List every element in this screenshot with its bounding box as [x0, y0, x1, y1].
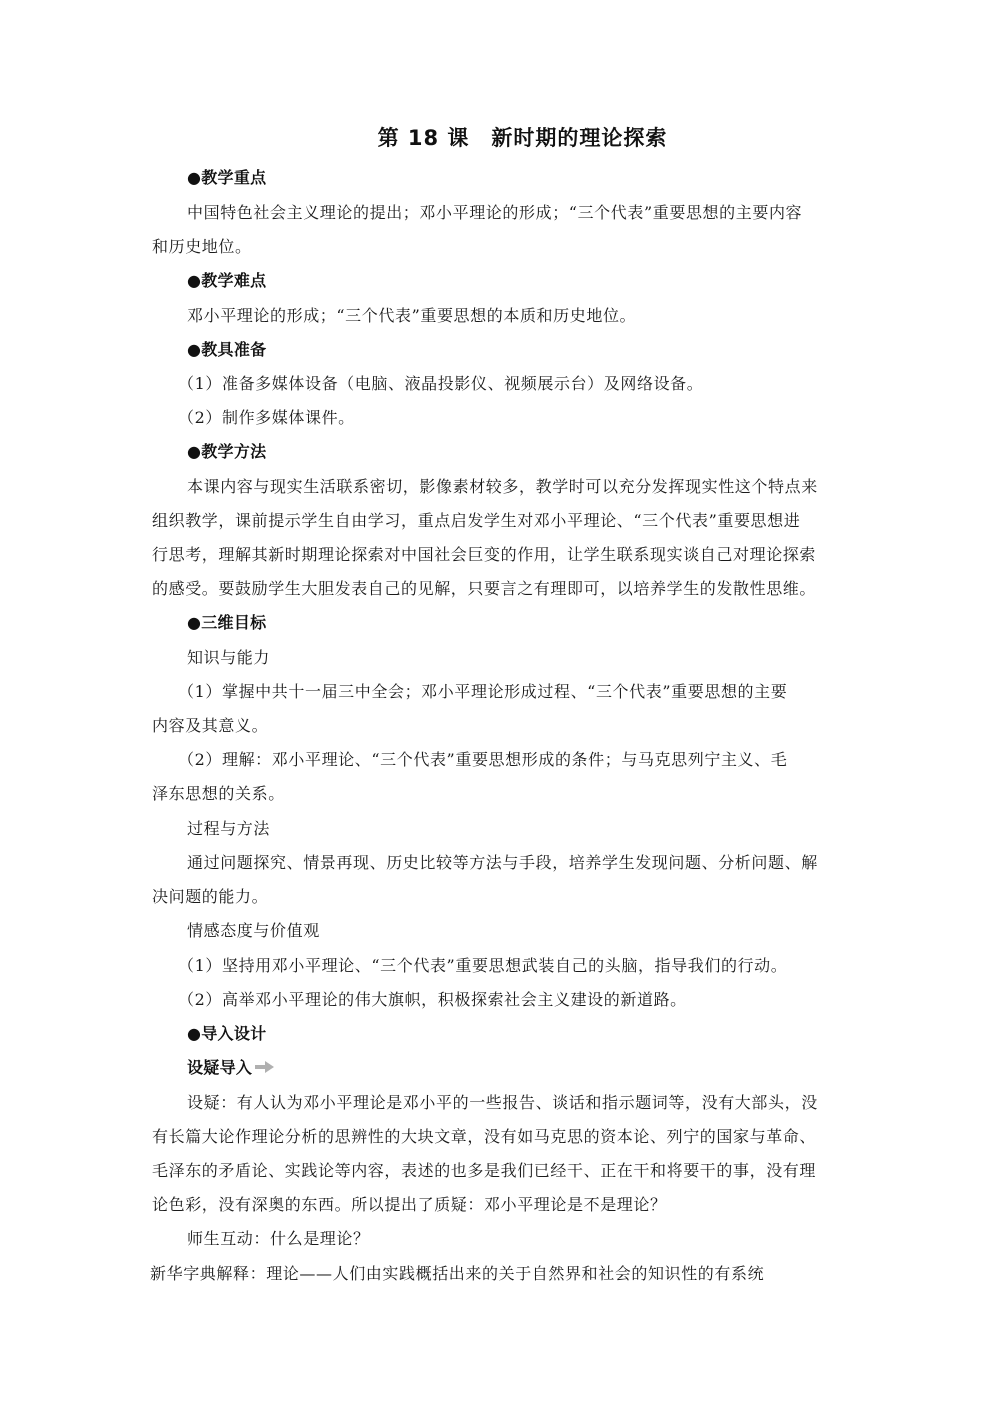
list-item: （2）制作多媒体课件。 — [178, 408, 355, 427]
page-title — [0, 122, 1000, 152]
list-item: （2）高举邓小平理论的伟大旗帜，积极探索社会主义建设的新道路。 — [178, 990, 687, 1009]
paragraph-line: 通过问题探究、情景再现、历史比较等方法与手段，培养学生发现问题、分析问题、解 — [187, 853, 818, 872]
paragraph-line: 论色彩，没有深奥的东西。所以提出了质疑：邓小平理论是不是理论？ — [152, 1195, 667, 1214]
lesson-number: 第 18 课 — [377, 126, 470, 150]
paragraph-line: 本课内容与现实生活联系密切，影像素材较多，教学时可以充分发挥现实性这个特点来 — [187, 477, 818, 496]
section-heading-objectives: ●三维目标 — [187, 613, 267, 632]
paragraph-line: 和历史地位。 — [152, 237, 252, 256]
section-heading-intro: ●导入设计 — [187, 1024, 267, 1043]
paragraph-line: 内容及其意义。 — [152, 716, 269, 735]
list-item: （1）掌握中共十一届三中全会；邓小平理论形成过程、“三个代表”重要思想的主要 — [178, 682, 788, 701]
paragraph-line: 行思考，理解其新时期理论探索对中国社会巨变的作用，让学生联系现实谈自己对理论探索 — [152, 545, 817, 564]
subsection-label: 过程与方法 — [187, 819, 271, 838]
paragraph-line: 决问题的能力。 — [152, 887, 269, 906]
paragraph-line: 泽东思想的关系。 — [152, 784, 285, 803]
list-item: （2）理解：邓小平理论、“三个代表”重要思想形成的条件；与马克思列宁主义、毛 — [178, 750, 788, 769]
list-item: （1）坚持用邓小平理论、“三个代表”重要思想武装自己的头脑，指导我们的行动。 — [178, 956, 788, 975]
subsection-heading-intro — [187, 1058, 887, 1079]
paragraph-line: 邓小平理论的形成；“三个代表”重要思想的本质和历史地位。 — [187, 306, 637, 325]
lesson-name: 新时期的理论探索 — [491, 126, 668, 150]
subsection-label: 知识与能力 — [187, 648, 271, 667]
paragraph-line: 的感受。要鼓励学生大胆发表自己的见解，只要言之有理即可，以培养学生的发散性思维。 — [152, 579, 817, 598]
arrow-right-icon — [254, 1059, 276, 1079]
paragraph-line: 设疑：有人认为邓小平理论是邓小平的一些报告、谈话和指示题词等，没有大部头，没 — [187, 1093, 818, 1112]
paragraph-line: 组织教学，课前提示学生自由学习，重点启发学生对邓小平理论、“三个代表”重要思想进 — [152, 511, 801, 530]
section-heading-key-points: ●教学重点 — [187, 168, 267, 187]
paragraph-line: 师生互动：什么是理论？ — [187, 1229, 370, 1248]
paragraph-line: 毛泽东的矛盾论、实践论等内容，表述的也多是我们已经干、正在干和将要干的事，没有理 — [152, 1161, 817, 1180]
subheading-label: 设疑导入 — [187, 1058, 253, 1077]
paragraph-line: 新华字典解释：理论——人们由实践概括出来的关于自然界和社会的知识性的有系统 — [150, 1264, 765, 1283]
paragraph-line: 有长篇大论作理论分析的思辨性的大块文章，没有如马克思的资本论、列宁的国家与革命、 — [152, 1127, 817, 1146]
section-heading-tools: ●教具准备 — [187, 340, 267, 359]
section-heading-methods: ●教学方法 — [187, 442, 267, 461]
list-item: （1）准备多媒体设备（电脑、液晶投影仪、视频展示台）及网络设备。 — [178, 374, 704, 393]
paragraph-line: 中国特色社会主义理论的提出；邓小平理论的形成；“三个代表”重要思想的主要内容 — [187, 203, 803, 222]
section-heading-difficulties: ●教学难点 — [187, 271, 267, 290]
subsection-label: 情感态度与价值观 — [187, 921, 320, 940]
